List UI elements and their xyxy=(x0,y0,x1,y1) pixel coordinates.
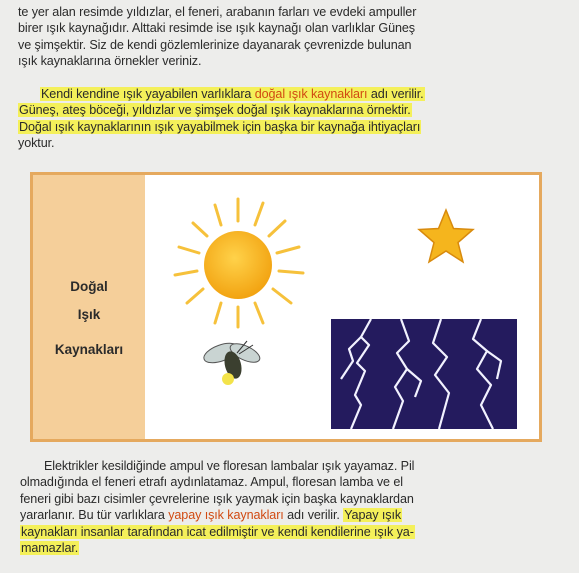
text-line xyxy=(20,524,555,540)
figure-label: Doğal xyxy=(70,279,108,294)
sun-icon xyxy=(163,193,313,331)
figure-label-panel xyxy=(33,175,145,439)
highlighted-text: Kendi kendine ışık yayabilen varlıklara doğal ışık kaynakları adı verilir. xyxy=(41,87,424,101)
definition-paragraph xyxy=(18,86,558,152)
key-term: doğal ışık kaynakları xyxy=(254,87,368,101)
intro-paragraph xyxy=(18,4,558,70)
star-icon xyxy=(415,207,477,267)
highlighted-text: Yapay ışık xyxy=(344,508,402,523)
figure-label: Kaynakları xyxy=(54,342,124,357)
text-line: birer ışık kaynağıdır. Alttaki resimde ise ışık kaynağı olan varlıklar Güneş xyxy=(18,21,415,36)
text-line xyxy=(18,102,558,118)
text-line: Elektrikler kesildiğinde ampul ve floresan lambalar ışık yayamaz. Pil xyxy=(44,459,415,473)
text-line xyxy=(18,86,558,102)
text-line xyxy=(18,119,558,135)
natural-light-sources-figure xyxy=(30,172,542,442)
key-term: yapay ışık kaynakları xyxy=(168,508,284,523)
text-line: ışık kaynaklarına örnekler veriniz. xyxy=(18,54,202,69)
text-line: olmadığında el feneri etrafı aydınlatamaz. Ampul, floresan lamba ve el xyxy=(20,475,403,490)
artificial-light-paragraph xyxy=(20,458,555,556)
highlighted-text: Doğal ışık kaynaklarının ışık yayabilmek için başka bir kaynağa ihtiyaçları xyxy=(19,119,421,134)
text-line: feneri gibi bazı cisimler çevrelerine ışık yaymak için başka kaynaklardan xyxy=(20,491,414,506)
figure-label: Işık xyxy=(77,307,101,322)
highlighted-text: mamazlar. xyxy=(21,541,79,556)
text-line: yoktur. xyxy=(18,136,55,151)
text-line xyxy=(20,540,555,556)
firefly-icon xyxy=(199,337,265,393)
lightning-icon xyxy=(331,319,517,429)
highlighted-text: kaynakları insanlar tarafından icat edilmiştir ve kendi kendilerine ışık ya- xyxy=(21,524,414,539)
text-line: te yer alan resimde yıldızlar, el feneri, arabanın farları ve evdeki ampuller xyxy=(18,5,417,19)
text-line: ve şimşektir. Siz de kendi gözlemlerinize dayanarak çevrenizde bulunan xyxy=(18,37,412,52)
highlighted-text: Güneş, ateş böceği, yıldızlar ve şimşek doğal ışık kaynaklarına örnektir. xyxy=(19,103,411,118)
text-line: yararlanır. Bu tür varlıklara yapay ışık kaynakları adı verilir. Yapay ışık xyxy=(20,508,402,523)
